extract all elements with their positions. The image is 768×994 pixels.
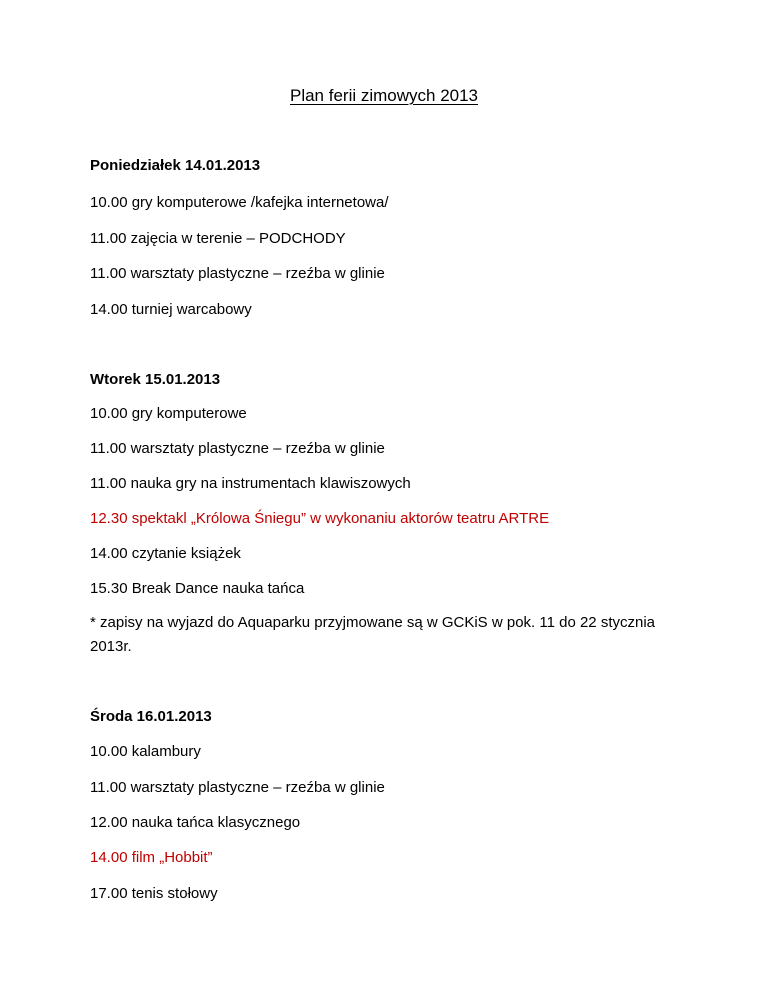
schedule-entry: 10.00 gry komputerowe /kafejka internetowa/ bbox=[90, 194, 389, 211]
schedule-entry: 10.00 gry komputerowe bbox=[90, 405, 247, 422]
schedule-entry: 11.00 warsztaty plastyczne – rzeźba w glinie bbox=[90, 440, 385, 457]
registration-note: * zapisy na wyjazd do Aquaparku przyjmowane są w GCKiS w pok. 11 do 22 stycznia 2013r. bbox=[90, 614, 656, 655]
schedule-entry: 14.00 czytanie książek bbox=[90, 545, 241, 562]
schedule-entry: 11.00 zajęcia w terenie – PODCHODY bbox=[90, 230, 346, 247]
schedule-entry: 17.00 tenis stołowy bbox=[90, 885, 218, 902]
schedule-entry: 11.00 warsztaty plastyczne – rzeźba w glinie bbox=[90, 265, 385, 282]
schedule-entry-highlighted: 14.00 film „Hobbit” bbox=[90, 849, 213, 866]
schedule-entry-highlighted: 12.30 spektakl „Królowa Śniegu” w wykonaniu aktorów teatru ARTRE bbox=[90, 510, 550, 527]
day-heading-wednesday: Środa 16.01.2013 bbox=[90, 708, 212, 725]
schedule-entry: 12.00 nauka tańca klasycznego bbox=[90, 814, 301, 831]
schedule-entry: 15.30 Break Dance nauka tańca bbox=[90, 580, 305, 597]
schedule-entry: 10.00 kalambury bbox=[90, 743, 201, 760]
day-heading-tuesday: Wtorek 15.01.2013 bbox=[90, 371, 221, 388]
schedule-entry: 14.00 turniej warcabowy bbox=[90, 301, 252, 318]
schedule-entry: 11.00 nauka gry na instrumentach klawiszowych bbox=[90, 475, 411, 492]
page-title: Plan ferii zimowych 2013 bbox=[289, 86, 479, 105]
day-heading-monday: Poniedziałek 14.01.2013 bbox=[90, 157, 261, 174]
schedule-entry: 11.00 warsztaty plastyczne – rzeźba w glinie bbox=[90, 779, 385, 796]
